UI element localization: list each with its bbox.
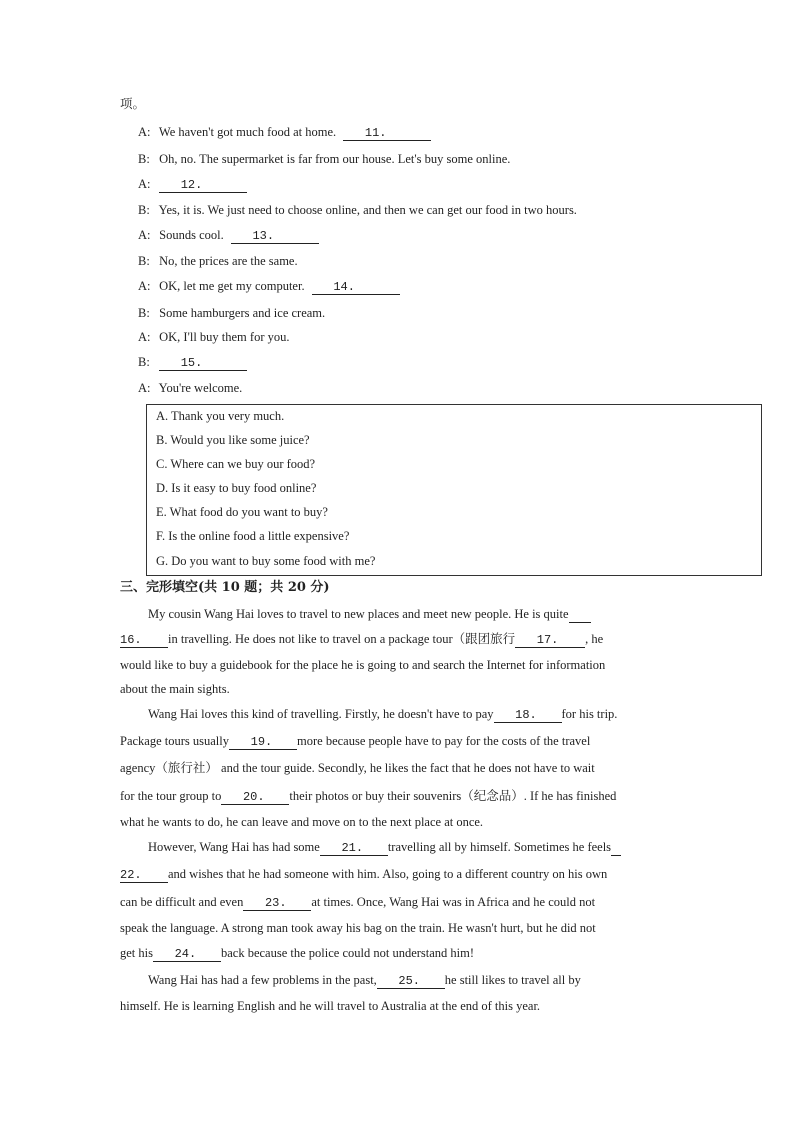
answer-blank[interactable] xyxy=(569,608,591,623)
speaker-label: A: xyxy=(138,381,151,395)
option-d: D. Is it easy to buy food online? xyxy=(156,481,317,495)
top-fragment: 项。 xyxy=(120,97,146,111)
answer-blank[interactable]: 20. xyxy=(221,790,289,805)
dialogue-text: Some hamburgers and ice cream. xyxy=(159,306,326,320)
dialogue-line xyxy=(138,329,289,345)
answer-blank[interactable]: 12. xyxy=(159,178,247,193)
answer-blank[interactable]: 17. xyxy=(515,633,585,648)
passage-line: Wang Hai loves this kind of travelling. Firstly, he doesn't have to pay 18. for his trip. xyxy=(148,707,618,722)
speaker-label: A: xyxy=(138,279,151,293)
dialogue-text: We haven't got much food at home. xyxy=(158,125,337,139)
answer-blank[interactable]: 13. xyxy=(231,229,319,244)
dialogue-text: Yes, it is. We just need to choose online, and then we can get our food in two hours. xyxy=(158,203,577,217)
passage-line: would like to buy a guidebook for the place he is going to and search the Internet for information xyxy=(120,658,606,672)
option-b: B. Would you like some juice? xyxy=(156,433,310,447)
speaker-label: A: xyxy=(138,330,151,344)
dialogue-text: You're welcome. xyxy=(158,381,243,395)
passage-line: for the tour group to 20. their photos or buy their souvenirs（纪念品）. If he has finished xyxy=(120,789,617,804)
option-g: G. Do you want to buy some food with me? xyxy=(156,554,376,568)
dialogue-line xyxy=(138,278,400,295)
passage-line: agency（旅行社） and the tour guide. Secondly, he likes the fact that he does not have to wait xyxy=(120,761,595,775)
section-title: 三、完形填空(共 10 题；共 20 分) xyxy=(120,580,330,595)
dialogue-line xyxy=(138,151,510,167)
passage-line: 16. in travelling. He does not like to travel on a package tour（跟团旅行 17. , he xyxy=(120,632,604,647)
passage-line: Package tours usually 19. more because people have to pay for the costs of the travel xyxy=(120,734,591,749)
passage-line: 22. and wishes that he had someone with him. Also, going to a different country on his own xyxy=(120,867,608,882)
passage-line: However, Wang Hai has had some 21. travelling all by himself. Sometimes he feels xyxy=(148,839,621,856)
passage-line: can be difficult and even 23. at times. Once, Wang Hai was in Africa and he could not xyxy=(120,895,596,910)
dialogue-line xyxy=(138,253,298,269)
dialogue-text: Oh, no. The supermarket is far from our house. Let's buy some online. xyxy=(159,152,511,166)
answer-blank[interactable]: 25. xyxy=(377,974,445,989)
dialogue-text: No, the prices are the same. xyxy=(159,254,298,268)
speaker-label: B: xyxy=(138,152,150,166)
answer-blank[interactable]: 22. xyxy=(120,868,168,883)
option-e: E. What food do you want to buy? xyxy=(156,505,328,519)
options-box xyxy=(146,404,762,576)
passage-line: My cousin Wang Hai loves to travel to new places and meet new people. He is quite xyxy=(148,606,591,623)
passage-line: himself. He is learning English and he will travel to Australia at the end of this year. xyxy=(120,999,541,1013)
speaker-label: B: xyxy=(138,306,150,320)
speaker-label: B: xyxy=(138,355,150,369)
passage-line: get his 24. back because the police could not understand him! xyxy=(120,946,475,961)
speaker-label: A: xyxy=(138,228,151,242)
passage-line: speak the language. A strong man took away his bag on the train. He wasn't hurt, but he did not xyxy=(120,921,596,935)
dialogue-text: OK, let me get my computer. xyxy=(159,279,305,293)
passage-line: about the main sights. xyxy=(120,682,230,696)
speaker-label: B: xyxy=(138,254,150,268)
dialogue-line xyxy=(138,202,577,218)
option-a: A. Thank you very much. xyxy=(156,409,285,423)
dialogue-line xyxy=(138,380,242,396)
speaker-label: B: xyxy=(138,203,150,217)
answer-blank[interactable] xyxy=(611,841,621,856)
answer-blank[interactable]: 23. xyxy=(243,896,311,911)
answer-blank[interactable]: 24. xyxy=(153,947,221,962)
passage-line: what he wants to do, he can leave and move on to the next place at once. xyxy=(120,815,484,829)
passage-line: Wang Hai has had a few problems in the past, 25. he still likes to travel all by xyxy=(148,973,581,988)
dialogue-text: Sounds cool. xyxy=(159,228,224,242)
dialogue-line xyxy=(138,305,325,321)
option-c: C. Where can we buy our food? xyxy=(156,457,316,471)
answer-blank[interactable]: 14. xyxy=(312,280,400,295)
answer-blank[interactable]: 11. xyxy=(343,126,431,141)
dialogue-line xyxy=(138,354,247,371)
answer-blank[interactable]: 19. xyxy=(229,735,297,750)
dialogue-text: OK, I'll buy them for you. xyxy=(159,330,290,344)
answer-blank[interactable]: 18. xyxy=(494,708,562,723)
answer-blank[interactable]: 16. xyxy=(120,633,168,648)
speaker-label: A: xyxy=(138,177,151,191)
dialogue-line xyxy=(138,124,431,141)
answer-blank[interactable]: 21. xyxy=(320,841,388,856)
dialogue-line xyxy=(138,176,247,193)
dialogue-line xyxy=(138,227,319,244)
option-f: F. Is the online food a little expensive? xyxy=(156,529,350,543)
answer-blank[interactable]: 15. xyxy=(159,356,247,371)
speaker-label: A: xyxy=(138,125,151,139)
